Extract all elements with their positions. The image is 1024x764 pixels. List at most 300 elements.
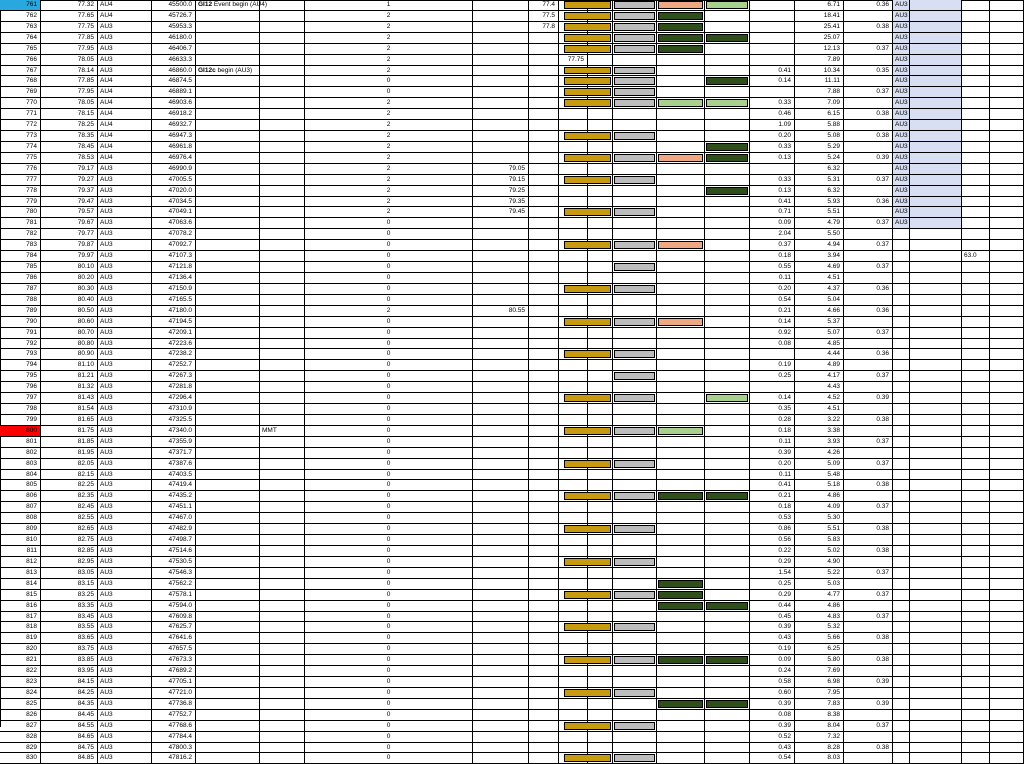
row-number-cell[interactable]: 803 — [0, 459, 41, 470]
note-cell[interactable] — [260, 87, 305, 98]
au-cell[interactable] — [893, 262, 910, 273]
row-number-cell[interactable]: 789 — [0, 306, 41, 317]
au-cell[interactable]: AU3 — [893, 175, 910, 186]
value2-cell[interactable]: 4.17 — [795, 371, 844, 382]
bar-right-cell[interactable] — [705, 535, 750, 546]
value2-cell[interactable]: 5.32 — [795, 622, 844, 633]
value3-cell[interactable] — [844, 339, 893, 350]
au-cell[interactable]: AU3 — [893, 33, 910, 44]
value3-cell[interactable] — [844, 666, 893, 677]
far-value-cell[interactable] — [962, 579, 990, 590]
bar-right-cell[interactable] — [705, 437, 750, 448]
bar-mid-cell[interactable] — [657, 612, 705, 623]
bar-right-cell[interactable] — [705, 273, 750, 284]
value2-cell[interactable]: 4.52 — [795, 393, 844, 404]
far-value-cell[interactable] — [962, 131, 990, 142]
depth-x1-cell[interactable] — [473, 753, 529, 764]
value1-cell[interactable]: 0.92 — [750, 328, 795, 339]
bar-ochre-cell[interactable] — [563, 579, 613, 590]
blank-cell[interactable] — [990, 546, 1024, 557]
bar-gray-cell[interactable] — [613, 666, 657, 677]
value3-cell[interactable] — [844, 732, 893, 743]
note-cell[interactable] — [260, 11, 305, 22]
value2-cell[interactable]: 5.07 — [795, 328, 844, 339]
depth-cell[interactable]: 83.95 — [41, 666, 98, 677]
bar-ochre-cell[interactable] — [563, 459, 613, 470]
bar-ochre-cell[interactable] — [563, 382, 613, 393]
depth-x1-cell[interactable] — [473, 109, 529, 120]
far-value-cell[interactable] — [962, 590, 990, 601]
flag-cell[interactable]: 0 — [305, 284, 473, 295]
note-cell[interactable]: MMT — [260, 426, 305, 437]
value3-cell[interactable]: 0.37 — [844, 437, 893, 448]
au-extra-cell[interactable] — [910, 328, 962, 339]
age-cell[interactable]: 46406.7 — [152, 44, 196, 55]
depth-x2-cell[interactable] — [529, 688, 559, 699]
bar-gray-cell[interactable] — [613, 33, 657, 44]
bar-ochre-cell[interactable] — [563, 743, 613, 754]
depth-cell[interactable]: 77.95 — [41, 87, 98, 98]
au-extra-cell[interactable] — [910, 349, 962, 360]
depth-x1-cell[interactable]: 79.15 — [473, 175, 529, 186]
value1-cell[interactable]: 0.11 — [750, 470, 795, 481]
value3-cell[interactable]: 0.39 — [844, 699, 893, 710]
unit-cell[interactable]: AU3 — [98, 251, 152, 262]
far-value-cell[interactable] — [962, 44, 990, 55]
depth-cell[interactable]: 80.10 — [41, 262, 98, 273]
unit-cell[interactable]: AU3 — [98, 22, 152, 33]
au-extra-cell[interactable] — [910, 513, 962, 524]
au-extra-cell[interactable] — [910, 273, 962, 284]
blank-cell[interactable] — [990, 44, 1024, 55]
note-cell[interactable] — [260, 284, 305, 295]
far-value-cell[interactable] — [962, 306, 990, 317]
age-cell[interactable]: 47049.1 — [152, 207, 196, 218]
bar-ochre-cell[interactable] — [563, 76, 613, 87]
depth-x1-cell[interactable] — [473, 470, 529, 481]
value1-cell[interactable] — [750, 44, 795, 55]
note-cell[interactable] — [260, 306, 305, 317]
flag-cell[interactable]: 0 — [305, 535, 473, 546]
unit-cell[interactable]: AU3 — [98, 448, 152, 459]
depth-x1-cell[interactable] — [473, 612, 529, 623]
depth-x2-cell[interactable] — [529, 622, 559, 633]
row-number-cell[interactable]: 778 — [0, 186, 41, 197]
value3-cell[interactable]: 0.37 — [844, 87, 893, 98]
row-number-cell[interactable]: 766 — [0, 55, 41, 66]
depth-x2-cell[interactable] — [529, 480, 559, 491]
depth-x1-cell[interactable] — [473, 360, 529, 371]
bar-gray-cell[interactable] — [613, 491, 657, 502]
unit-cell[interactable]: AU3 — [98, 622, 152, 633]
event-cell[interactable] — [196, 688, 260, 699]
note-cell[interactable] — [260, 470, 305, 481]
bar-gray-cell[interactable] — [613, 251, 657, 262]
row-number-cell[interactable]: 792 — [0, 339, 41, 350]
blank-cell[interactable] — [990, 393, 1024, 404]
blank-cell[interactable] — [990, 382, 1024, 393]
au-extra-cell[interactable] — [910, 382, 962, 393]
depth-cell[interactable]: 84.85 — [41, 753, 98, 764]
far-value-cell[interactable] — [962, 349, 990, 360]
bar-ochre-cell[interactable] — [563, 699, 613, 710]
au-cell[interactable] — [893, 721, 910, 732]
au-extra-cell[interactable] — [910, 546, 962, 557]
bar-mid-cell[interactable] — [657, 622, 705, 633]
age-cell[interactable]: 47752.7 — [152, 710, 196, 721]
value1-cell[interactable]: 0.11 — [750, 273, 795, 284]
bar-mid-cell[interactable] — [657, 557, 705, 568]
note-cell[interactable] — [260, 186, 305, 197]
flag-cell[interactable]: 2 — [305, 109, 473, 120]
au-cell[interactable] — [893, 360, 910, 371]
depth-x2-cell[interactable] — [529, 109, 559, 120]
depth-x2-cell[interactable] — [529, 579, 559, 590]
age-cell[interactable]: 47005.5 — [152, 175, 196, 186]
bar-right-cell[interactable] — [705, 164, 750, 175]
unit-cell[interactable]: AU3 — [98, 491, 152, 502]
bar-right-cell[interactable] — [705, 480, 750, 491]
note-cell[interactable] — [260, 22, 305, 33]
au-extra-cell[interactable] — [910, 0, 962, 11]
bar-gray-cell[interactable] — [613, 11, 657, 22]
row-number-cell[interactable]: 807 — [0, 502, 41, 513]
unit-cell[interactable]: AU4 — [98, 142, 152, 153]
bar-ochre-cell[interactable] — [563, 262, 613, 273]
bar-right-cell[interactable] — [705, 317, 750, 328]
row-number-cell[interactable]: 781 — [0, 218, 41, 229]
bar-right-cell[interactable] — [705, 120, 750, 131]
blank-cell[interactable] — [990, 0, 1024, 11]
bar-gray-cell[interactable] — [613, 207, 657, 218]
bar-gray-cell[interactable] — [613, 415, 657, 426]
far-value-cell[interactable] — [962, 153, 990, 164]
unit-cell[interactable]: AU3 — [98, 590, 152, 601]
bar-right-cell[interactable] — [705, 502, 750, 513]
au-extra-cell[interactable] — [910, 426, 962, 437]
bar-ochre-cell[interactable] — [563, 426, 613, 437]
au-cell[interactable] — [893, 491, 910, 502]
value2-cell[interactable]: 8.04 — [795, 721, 844, 732]
bar-mid-cell[interactable] — [657, 655, 705, 666]
depth-x1-cell[interactable] — [473, 393, 529, 404]
value1-cell[interactable] — [750, 164, 795, 175]
au-extra-cell[interactable] — [910, 448, 962, 459]
event-cell[interactable] — [196, 76, 260, 87]
bar-mid-cell[interactable] — [657, 218, 705, 229]
bar-mid-cell[interactable] — [657, 349, 705, 360]
bar-right-cell[interactable] — [705, 601, 750, 612]
bar-right-cell[interactable] — [705, 459, 750, 470]
row-number-cell[interactable]: 769 — [0, 87, 41, 98]
value1-cell[interactable]: 0.60 — [750, 688, 795, 699]
unit-cell[interactable]: AU3 — [98, 699, 152, 710]
bar-gray-cell[interactable] — [613, 328, 657, 339]
depth-x2-cell[interactable] — [529, 710, 559, 721]
au-cell[interactable]: AU3 — [893, 197, 910, 208]
value1-cell[interactable]: 0.39 — [750, 721, 795, 732]
far-value-cell[interactable] — [962, 339, 990, 350]
bar-ochre-cell[interactable] — [563, 33, 613, 44]
value1-cell[interactable]: 0.22 — [750, 546, 795, 557]
note-cell[interactable] — [260, 743, 305, 754]
depth-x1-cell[interactable]: 79.05 — [473, 164, 529, 175]
row-number-cell[interactable]: 813 — [0, 568, 41, 579]
age-cell[interactable]: 47784.4 — [152, 732, 196, 743]
value2-cell[interactable]: 3.93 — [795, 437, 844, 448]
value1-cell[interactable] — [750, 0, 795, 11]
bar-mid-cell[interactable] — [657, 721, 705, 732]
value1-cell[interactable]: 0.39 — [750, 699, 795, 710]
depth-cell[interactable]: 82.85 — [41, 546, 98, 557]
au-cell[interactable] — [893, 382, 910, 393]
event-cell[interactable] — [196, 109, 260, 120]
far-value-cell[interactable] — [962, 240, 990, 251]
age-cell[interactable]: 46874.5 — [152, 76, 196, 87]
au-cell[interactable] — [893, 753, 910, 764]
bar-right-cell[interactable] — [705, 404, 750, 415]
bar-right-cell[interactable] — [705, 524, 750, 535]
value2-cell[interactable]: 7.69 — [795, 666, 844, 677]
depth-x1-cell[interactable] — [473, 710, 529, 721]
depth-cell[interactable]: 80.40 — [41, 295, 98, 306]
au-extra-cell[interactable] — [910, 470, 962, 481]
row-number-cell[interactable]: 804 — [0, 470, 41, 481]
far-value-cell[interactable] — [962, 164, 990, 175]
depth-x2-cell[interactable] — [529, 66, 559, 77]
value3-cell[interactable]: 0.35 — [844, 66, 893, 77]
value2-cell[interactable]: 3.38 — [795, 426, 844, 437]
depth-x1-cell[interactable] — [473, 404, 529, 415]
far-value-cell[interactable] — [962, 404, 990, 415]
value2-cell[interactable]: 4.09 — [795, 502, 844, 513]
depth-x2-cell[interactable] — [529, 229, 559, 240]
au-extra-cell[interactable] — [910, 535, 962, 546]
bar-gray-cell[interactable] — [613, 55, 657, 66]
au-cell[interactable] — [893, 317, 910, 328]
value2-cell[interactable]: 7.09 — [795, 98, 844, 109]
blank-cell[interactable] — [990, 677, 1024, 688]
bar-right-cell[interactable] — [705, 197, 750, 208]
au-cell[interactable]: AU3 — [893, 120, 910, 131]
flag-cell[interactable]: 0 — [305, 633, 473, 644]
bar-right-cell[interactable] — [705, 622, 750, 633]
age-cell[interactable]: 47387.6 — [152, 459, 196, 470]
event-cell[interactable] — [196, 251, 260, 262]
depth-cell[interactable]: 81.21 — [41, 371, 98, 382]
depth-x1-cell[interactable]: 80.55 — [473, 306, 529, 317]
blank-cell[interactable] — [990, 688, 1024, 699]
event-cell[interactable] — [196, 0, 268, 11]
depth-x2-cell[interactable] — [529, 677, 559, 688]
depth-x2-cell[interactable] — [529, 98, 559, 109]
bar-ochre-cell[interactable] — [563, 142, 613, 153]
age-cell[interactable]: 47419.4 — [152, 480, 196, 491]
value1-cell[interactable]: 0.14 — [750, 317, 795, 328]
bar-gray-cell[interactable] — [613, 153, 657, 164]
age-cell[interactable]: 46633.3 — [152, 55, 196, 66]
age-cell[interactable]: 45726.7 — [152, 11, 196, 22]
blank-cell[interactable] — [990, 175, 1024, 186]
value3-cell[interactable] — [844, 382, 893, 393]
depth-x2-cell[interactable] — [529, 328, 559, 339]
age-cell[interactable]: 47721.0 — [152, 688, 196, 699]
depth-cell[interactable]: 83.75 — [41, 644, 98, 655]
note-cell[interactable] — [260, 131, 305, 142]
value1-cell[interactable] — [750, 349, 795, 360]
bar-right-cell[interactable] — [705, 644, 750, 655]
au-extra-cell[interactable] — [910, 131, 962, 142]
far-value-cell[interactable] — [962, 175, 990, 186]
au-extra-cell[interactable] — [910, 699, 962, 710]
value1-cell[interactable] — [750, 22, 795, 33]
bar-gray-cell[interactable] — [613, 98, 657, 109]
row-number-cell[interactable]: 785 — [0, 262, 41, 273]
flag-cell[interactable]: 0 — [305, 612, 473, 623]
bar-mid-cell[interactable] — [657, 66, 705, 77]
unit-cell[interactable]: AU3 — [98, 470, 152, 481]
value3-cell[interactable] — [844, 76, 893, 87]
note-cell[interactable] — [260, 404, 305, 415]
flag-cell[interactable]: 0 — [305, 87, 473, 98]
bar-right-cell[interactable] — [705, 98, 750, 109]
bar-right-cell[interactable] — [705, 109, 750, 120]
blank-cell[interactable] — [990, 502, 1024, 513]
depth-x2-cell[interactable] — [529, 33, 559, 44]
depth-x2-cell[interactable]: 77.4 — [529, 0, 559, 11]
au-extra-cell[interactable] — [910, 371, 962, 382]
far-value-cell[interactable] — [962, 109, 990, 120]
note-cell[interactable] — [260, 622, 305, 633]
unit-cell[interactable]: AU3 — [98, 349, 152, 360]
far-value-cell[interactable] — [962, 546, 990, 557]
age-cell[interactable]: 46976.4 — [152, 153, 196, 164]
unit-cell[interactable]: AU3 — [98, 612, 152, 623]
blank-cell[interactable] — [990, 284, 1024, 295]
bar-ochre-cell[interactable] — [563, 546, 613, 557]
age-cell[interactable]: 47355.9 — [152, 437, 196, 448]
bar-gray-cell[interactable] — [613, 186, 657, 197]
note-cell[interactable] — [260, 207, 305, 218]
depth-x1-cell[interactable] — [473, 502, 529, 513]
bar-mid-cell[interactable] — [657, 371, 705, 382]
flag-cell[interactable]: 0 — [305, 546, 473, 557]
blank-cell[interactable] — [990, 98, 1024, 109]
au-extra-cell[interactable] — [910, 721, 962, 732]
far-value-cell[interactable] — [962, 55, 990, 66]
event-cell[interactable] — [196, 426, 260, 437]
event-cell[interactable] — [196, 44, 260, 55]
value3-cell[interactable]: 0.37 — [844, 328, 893, 339]
au-extra-cell[interactable] — [910, 153, 962, 164]
bar-ochre-cell[interactable] — [563, 480, 613, 491]
far-value-cell[interactable] — [962, 142, 990, 153]
blank-cell[interactable] — [990, 240, 1024, 251]
au-cell[interactable] — [893, 732, 910, 743]
au-cell[interactable] — [893, 590, 910, 601]
unit-cell[interactable]: AU3 — [98, 688, 152, 699]
bar-right-cell[interactable] — [705, 557, 750, 568]
note-cell[interactable] — [260, 164, 305, 175]
bar-gray-cell[interactable] — [613, 601, 657, 612]
depth-x2-cell[interactable] — [529, 164, 559, 175]
note-cell[interactable] — [260, 229, 305, 240]
unit-cell[interactable]: AU3 — [98, 677, 152, 688]
note-cell[interactable] — [260, 513, 305, 524]
depth-cell[interactable]: 84.75 — [41, 743, 98, 754]
flag-cell[interactable]: 0 — [305, 688, 473, 699]
row-number-cell[interactable]: 773 — [0, 131, 41, 142]
row-number-cell[interactable]: 826 — [0, 710, 41, 721]
value3-cell[interactable] — [844, 164, 893, 175]
flag-cell[interactable]: 2 — [305, 207, 473, 218]
far-value-cell[interactable] — [962, 480, 990, 491]
value1-cell[interactable]: 0.43 — [750, 633, 795, 644]
row-number-cell[interactable]: 768 — [0, 76, 41, 87]
row-number-cell[interactable]: 805 — [0, 480, 41, 491]
value1-cell[interactable]: 0.37 — [750, 240, 795, 251]
event-cell[interactable] — [196, 437, 260, 448]
event-cell[interactable] — [196, 557, 260, 568]
bar-right-cell[interactable] — [705, 732, 750, 743]
row-number-cell[interactable]: 765 — [0, 44, 41, 55]
value1-cell[interactable]: 1.09 — [750, 120, 795, 131]
au-cell[interactable]: AU3 — [893, 142, 910, 153]
depth-x1-cell[interactable] — [473, 459, 529, 470]
depth-cell[interactable]: 82.65 — [41, 524, 98, 535]
value2-cell[interactable]: 4.85 — [795, 339, 844, 350]
far-value-cell[interactable] — [962, 448, 990, 459]
depth-cell[interactable]: 77.75 — [41, 22, 98, 33]
bar-right-cell[interactable] — [705, 426, 750, 437]
row-number-cell[interactable]: 782 — [0, 229, 41, 240]
blank-cell[interactable] — [990, 11, 1024, 22]
depth-x1-cell[interactable] — [473, 557, 529, 568]
value2-cell[interactable]: 6.32 — [795, 164, 844, 175]
au-extra-cell[interactable] — [910, 633, 962, 644]
au-extra-cell[interactable] — [910, 87, 962, 98]
blank-cell[interactable] — [990, 590, 1024, 601]
event-cell[interactable] — [196, 360, 260, 371]
value2-cell[interactable]: 4.69 — [795, 262, 844, 273]
row-number-cell[interactable]: 818 — [0, 622, 41, 633]
note-cell[interactable] — [260, 666, 305, 677]
value3-cell[interactable]: 0.38 — [844, 480, 893, 491]
note-cell[interactable] — [260, 601, 305, 612]
age-cell[interactable]: 47562.2 — [152, 579, 196, 590]
blank-cell[interactable] — [990, 535, 1024, 546]
depth-x2-cell[interactable] — [529, 55, 559, 66]
bar-gray-cell[interactable] — [613, 262, 657, 273]
row-number-cell[interactable]: 814 — [0, 579, 41, 590]
value2-cell[interactable]: 5.09 — [795, 459, 844, 470]
depth-cell[interactable]: 82.55 — [41, 513, 98, 524]
bar-right-cell[interactable] — [705, 491, 750, 502]
value1-cell[interactable]: 0.14 — [750, 76, 795, 87]
blank-cell[interactable] — [990, 721, 1024, 732]
depth-x1-cell[interactable] — [473, 273, 529, 284]
depth-x1-cell[interactable] — [473, 743, 529, 754]
far-value-cell[interactable] — [962, 699, 990, 710]
depth-x1-cell[interactable] — [473, 229, 529, 240]
au-extra-cell[interactable] — [910, 33, 962, 44]
value2-cell[interactable]: 10.34 — [795, 66, 844, 77]
bar-ochre-cell[interactable] — [563, 164, 613, 175]
event-cell[interactable] — [196, 218, 260, 229]
row-number-cell[interactable]: 827 — [0, 721, 41, 732]
value2-cell[interactable]: 25.07 — [795, 33, 844, 44]
age-cell[interactable]: 46903.6 — [152, 98, 196, 109]
